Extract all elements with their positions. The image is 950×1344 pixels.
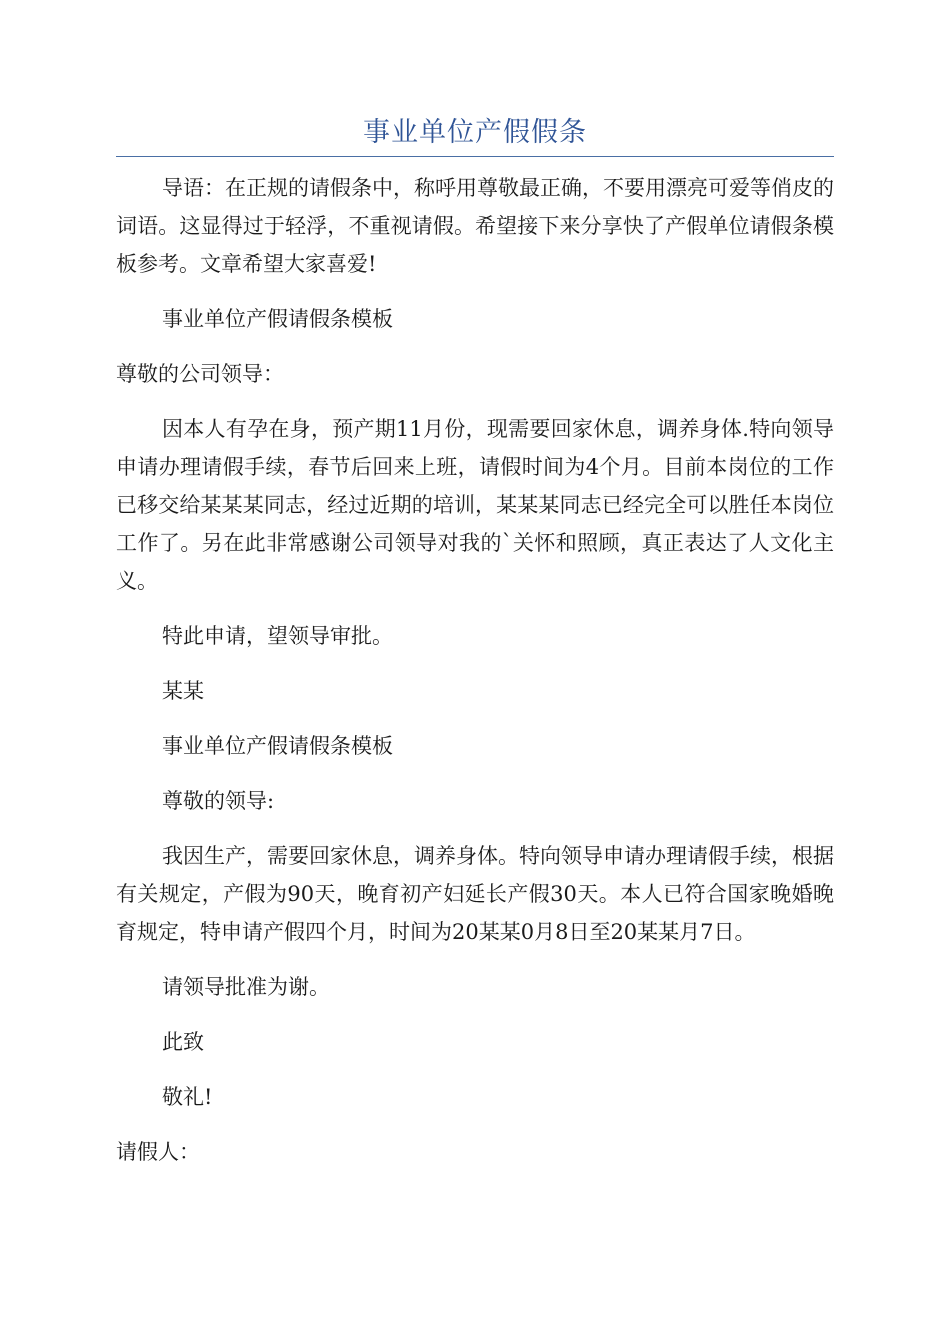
intro-paragraph: 导语：在正规的请假条中，称呼用尊敬最正确，不要用漂亮可爱等俏皮的词语。这显得过于轻浮，不重视请假。希望接下来分享快了产假单位请假条模板参考。文章希望大家喜爱!: [116, 176, 834, 276]
title-block: [116, 110, 834, 157]
document-body: [116, 169, 834, 1188]
template-heading: 事业单位产假请假条模板: [162, 307, 393, 331]
request-line: 请领导批准为谢。: [162, 975, 330, 999]
page-title: 事业单位产假假条: [363, 117, 587, 148]
template-heading: 事业单位产假请假条模板: [162, 734, 393, 758]
signature: 某某: [162, 679, 204, 703]
applicant-line: 请假人：: [116, 1140, 200, 1164]
closing-line: 敬礼!: [162, 1085, 213, 1109]
salutation: 尊敬的领导:: [162, 789, 275, 813]
letter-body: 我因生产，需要回家休息，调养身体。特向领导申请办理请假手续，根据有关规定，产假为90天，晚育初产妇延长产假30天。本人已符合国家晚婚晚育规定，特申请产假四个月，时间为20某某0月8日至20某某月7日。: [116, 844, 834, 944]
closing-line: 此致: [162, 1030, 204, 1054]
request-line: 特此申请，望领导审批。: [162, 624, 393, 648]
letter-body: 因本人有孕在身，预产期11月份，现需要回家休息，调养身体.特向领导申请办理请假手续，春节后回来上班，请假时间为4个月。目前本岗位的工作已移交给某某某同志，经过近期的培训，某某某同志已经完全可以胜任本岗位工作了。另在此非常感谢公司领导对我的`关怀和照顾，真正表达了人文化主义。: [116, 417, 834, 593]
salutation: 尊敬的公司领导：: [116, 362, 284, 386]
